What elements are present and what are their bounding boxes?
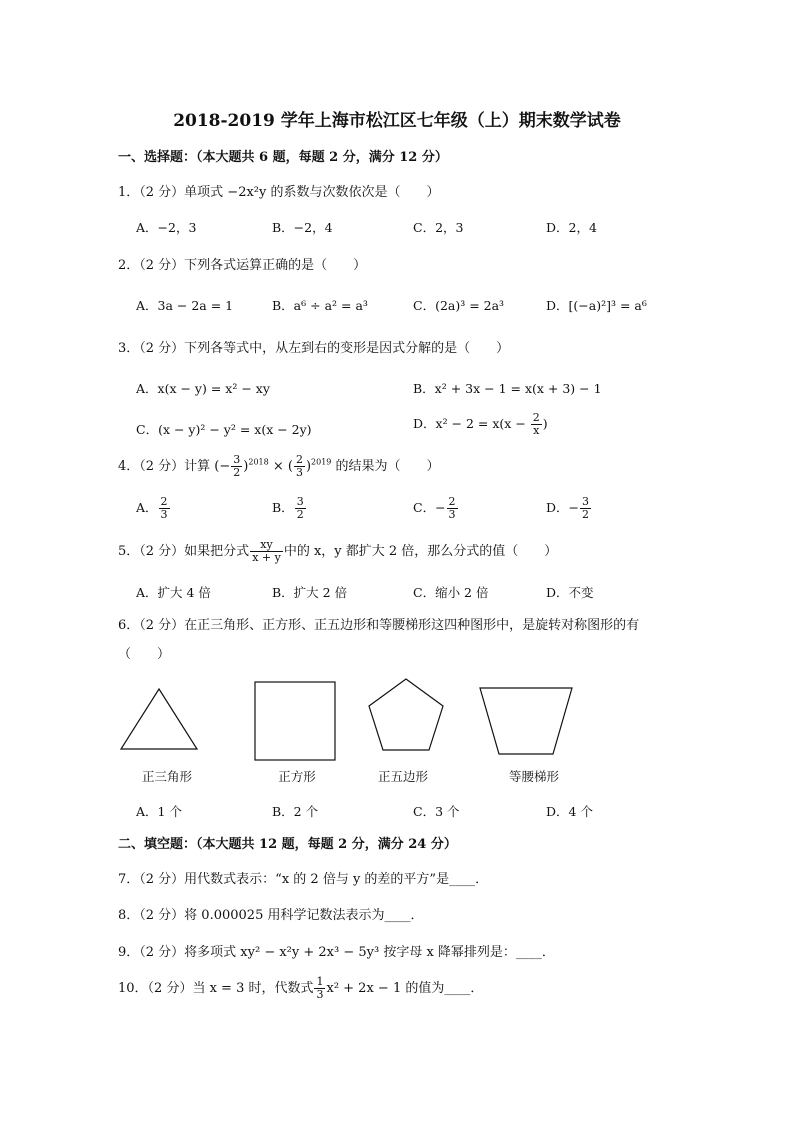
q4-option-b bbox=[272, 496, 307, 521]
section-heading-fill: 二、填空题：（本大题共 12 题，每题 2 分，满分 24 分） bbox=[118, 837, 457, 852]
q4-a-numerator: 2 bbox=[160, 495, 168, 508]
q4-f1-numerator: 3 bbox=[233, 453, 241, 466]
q6-option-b: B．2 个 bbox=[272, 804, 319, 819]
q3-d-prefix: D．x² − 2 = x(x − bbox=[413, 416, 530, 431]
q2-option-b: B．a⁶ ÷ a² = a³ bbox=[272, 298, 368, 313]
q4-d-numerator: 3 bbox=[582, 495, 589, 508]
q5-fraction bbox=[250, 539, 283, 564]
q1-option-c: C．2，3 bbox=[413, 220, 464, 235]
q4-c-prefix: C．− bbox=[413, 500, 446, 515]
q4-c-denominator: 3 bbox=[448, 508, 456, 521]
question-4-stem: 4．（2 分）计算 (− $\frac{3}{2}$ )$^{2018}$ × ( $\frac{2}{3}$ )$^{2019}$ 的结果为（ ） bbox=[118, 453, 440, 479]
q4-d-prefix: D．− bbox=[546, 500, 579, 515]
page-title: 2018-2019 学年上海市松江区七年级（上）期末数学试卷 bbox=[173, 111, 621, 131]
pentagon-label: 正五边形 bbox=[377, 769, 428, 784]
q5-option-d: D．不变 bbox=[546, 585, 594, 600]
q4-b-denominator: 2 bbox=[296, 508, 304, 521]
q4-times: × ( bbox=[268, 459, 293, 474]
q4-f2-numerator: 2 bbox=[295, 453, 303, 466]
q4-c-numerator: 2 bbox=[448, 495, 456, 508]
q4-exponent-2: 2019 bbox=[311, 457, 332, 467]
square-figure bbox=[254, 680, 338, 764]
q5-stem-suffix: 中的 x，y 都扩大 2 倍，那么分式的值（ ） bbox=[283, 544, 558, 559]
triangle-label: 正三角形 bbox=[141, 769, 192, 784]
q4-f1-denominator: 2 bbox=[233, 466, 241, 479]
q4-fraction-2 bbox=[294, 454, 305, 479]
q3-option-d bbox=[413, 412, 548, 437]
question-1-stem: 1．（2 分）单项式 −2x²y 的系数与次数依次是（ ） bbox=[118, 185, 440, 200]
question-5-stem bbox=[118, 539, 557, 564]
q6-option-c: C．3 个 bbox=[413, 804, 460, 819]
q5-numerator: xy bbox=[250, 539, 283, 552]
triangle-figure bbox=[118, 686, 200, 752]
q1-option-d: D．2，4 bbox=[546, 220, 597, 235]
q2-option-d: D．[(−a)²]³ = a⁶ bbox=[546, 298, 647, 313]
q3-d-fraction bbox=[531, 412, 542, 437]
q5-option-a: A．扩大 4 倍 bbox=[136, 585, 211, 600]
pentagon-figure bbox=[366, 676, 446, 754]
q10-prefix: 10．（2 分）当 x = 3 时，代数式 bbox=[118, 981, 314, 996]
trapezoid-label: 等腰梯形 bbox=[508, 769, 559, 784]
q4-stem-suffix: 的结果为（ ） bbox=[331, 459, 440, 474]
q4-b-numerator: 3 bbox=[296, 495, 304, 508]
q4-d-fraction bbox=[580, 496, 591, 521]
q10-fraction bbox=[314, 976, 325, 1001]
q6-option-a: A．1 个 bbox=[136, 804, 182, 819]
question-6-stem-continued: （ ） bbox=[118, 647, 171, 662]
q3-d-denominator: x bbox=[533, 424, 540, 437]
q1-option-a: A．−2，3 bbox=[136, 220, 197, 235]
q3-option-a: A．x(x − y) = x² − xy bbox=[136, 381, 270, 396]
q3-option-c: C．(x − y)² − y² = x(x − 2y) bbox=[136, 422, 312, 437]
question-3-stem: 3．（2 分）下列各等式中，从左到右的变形是因式分解的是（ ） bbox=[118, 341, 510, 356]
q5-denominator: x + y bbox=[252, 551, 281, 564]
q4-f2-denominator: 3 bbox=[295, 466, 303, 479]
q4-a-denominator: 3 bbox=[160, 508, 168, 521]
question-9: 9．（2 分）将多项式 xy² − x²y + 2x³ − 5y³ 按字母 x 降幂排列是：____． bbox=[118, 945, 555, 960]
q4-b-fraction bbox=[295, 496, 306, 521]
q4-d-denominator: 2 bbox=[582, 508, 589, 521]
q10-denominator: 3 bbox=[316, 988, 324, 1001]
trapezoid-figure bbox=[478, 686, 574, 758]
question-10 bbox=[118, 976, 483, 1001]
q4-option-d bbox=[546, 496, 592, 521]
q5-stem-prefix: 5．（2 分）如果把分式 bbox=[118, 544, 250, 559]
q10-numerator: 1 bbox=[316, 975, 324, 988]
q2-option-c: C．(2a)³ = 2a³ bbox=[413, 298, 505, 313]
q4-option-a bbox=[136, 496, 171, 521]
q4-stem-prefix: 4．（2 分）计算 (− bbox=[118, 459, 231, 474]
question-6-stem: 6．（2 分）在正三角形、正方形、正五边形和等腰梯形这四种图形中，是旋转对称图形的有 bbox=[118, 618, 640, 633]
question-8: 8．（2 分）将 0.000025 用科学记数法表示为____． bbox=[118, 908, 424, 923]
q3-option-b: B．x² + 3x − 1 = x(x + 3) − 1 bbox=[413, 381, 602, 396]
q3-d-numerator: 2 bbox=[532, 411, 540, 424]
q4-a-prefix: A． bbox=[136, 500, 158, 515]
question-2-stem: 2．（2 分）下列各式运算正确的是（ ） bbox=[118, 258, 367, 273]
section-heading-choice: 一、选择题：（本大题共 6 题，每题 2 分，满分 12 分） bbox=[118, 150, 448, 165]
q3-d-suffix: ) bbox=[542, 416, 548, 431]
q5-option-b: B．扩大 2 倍 bbox=[272, 585, 348, 600]
q2-option-a: A．3a − 2a = 1 bbox=[136, 298, 234, 313]
q5-option-c: C．缩小 2 倍 bbox=[413, 585, 489, 600]
q4-a-fraction bbox=[159, 496, 170, 521]
q6-option-d: D．4 个 bbox=[546, 804, 593, 819]
q4-exponent-1: 2018 bbox=[248, 457, 269, 467]
q1-option-b: B．−2，4 bbox=[272, 220, 333, 235]
q10-suffix: x² + 2x − 1 的值为____． bbox=[326, 981, 484, 996]
q4-c-fraction bbox=[447, 496, 458, 521]
q4-option-c bbox=[413, 496, 459, 521]
question-7: 7．（2 分）用代数式表示：“x 的 2 倍与 y 的差的平方”是____． bbox=[118, 872, 489, 887]
square-label: 正方形 bbox=[278, 769, 316, 784]
q4-fraction-1 bbox=[231, 454, 242, 479]
q4-b-prefix: B． bbox=[272, 500, 294, 515]
